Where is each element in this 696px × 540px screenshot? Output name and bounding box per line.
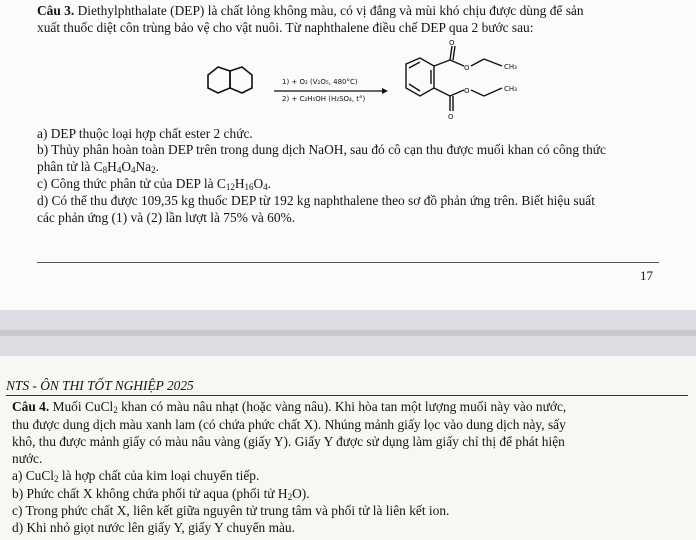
q4-statement-b: b) Phức chất X không chứa phối tử aqua (phối tử $H_2O$). [12, 486, 310, 502]
ch3-top: CH₃ [504, 63, 517, 71]
q3-intro-line2: xuất thuốc diệt côn trùng bảo vệ cho vật nuôi. Từ naphthalene điều chế DEP qua 2 bước sau: [37, 20, 534, 35]
q4-line4: nước. [12, 451, 43, 466]
reaction-step2: 2) + C₂H₅OH (H₂SO₄, t°) [282, 95, 366, 103]
q3-statement-d-line2: các phản ứng (1) và (2) lần lượt là 75% và 60%. [37, 210, 296, 225]
reaction-step1: 1) + O₂ (V₂O₅, 480°C) [282, 78, 358, 86]
q4-statement-d: d) Khi nhỏ giọt nước lên giấy Y, giấy Y chuyển màu. [12, 520, 295, 535]
footer-rule [37, 262, 659, 263]
carbonyl-o-bottom: O [448, 113, 454, 121]
ester-o-top: O [464, 64, 470, 72]
q4-statement-c: c) Trong phức chất X, liên kết giữa nguyên tử trung tâm và phối tử là liên kết ion. [12, 503, 450, 518]
q3-intro-line1: Câu 3. Diethylphthalate (DEP) là chất lỏng không màu, có vị đắng và mùi khó chịu được dùng để sản [37, 3, 584, 18]
page-header: NTS - ÔN THI TỐT NGHIỆP 2025 [6, 378, 194, 393]
dep-atom-labels [448, 39, 517, 121]
page-number: 17 [640, 268, 653, 283]
ch3-bottom: CH₃ [504, 85, 517, 93]
q4-statement-a: a) CuCl$_2$ là hợp chất của kim loại chuyển tiếp. [12, 468, 260, 484]
q3-statement-b-line1: b) Thủy phân hoàn toàn DEP trên trong dung dịch NaOH, sau đó cô cạn thu được muối khan có công thức [37, 142, 607, 157]
q3-statement-b-line2: phân tử là $C_8H_4O_4Na_2$. [37, 159, 159, 175]
carbonyl-o-top: O [449, 39, 455, 47]
q3-statement-a: a) DEP thuộc loại hợp chất ester 2 chức. [37, 126, 253, 141]
reaction-arrow [274, 78, 388, 103]
dep-structure [406, 46, 502, 111]
page-18 [0, 356, 696, 540]
q4-line1: Câu 4. Muối CuCl$_2$ khan có màu nâu nhạt (hoặc vàng nâu). Khi hòa tan một lượng muối này vào nước, [12, 399, 567, 415]
naphthalene-structure [208, 67, 252, 93]
page-gap-band [0, 330, 696, 336]
q4-line2: thu được dung dịch màu xanh lam (có chứa phức chất X). Nhúng mảnh giấy lọc vào dung dịch này, sấy [12, 417, 566, 432]
header-rule [6, 395, 688, 396]
dep-synthesis-scheme [188, 38, 548, 130]
ester-o-bottom: O [464, 87, 470, 95]
q3-statement-d-line1: d) Có thể thu được 109,35 kg thuốc DEP từ 192 kg naphthalene theo sơ đồ phản ứng trên. Biết hiệu suất [37, 193, 595, 208]
q3-statement-c: c) Công thức phân tử của DEP là $C_{12}H_{16}O_4$. [37, 176, 272, 192]
q4-line3: khô, thu được mảnh giấy có màu nâu vàng (giấy Y). Giấy Y được sử dụng làm giấy chỉ thị để phát hiện [12, 434, 565, 449]
